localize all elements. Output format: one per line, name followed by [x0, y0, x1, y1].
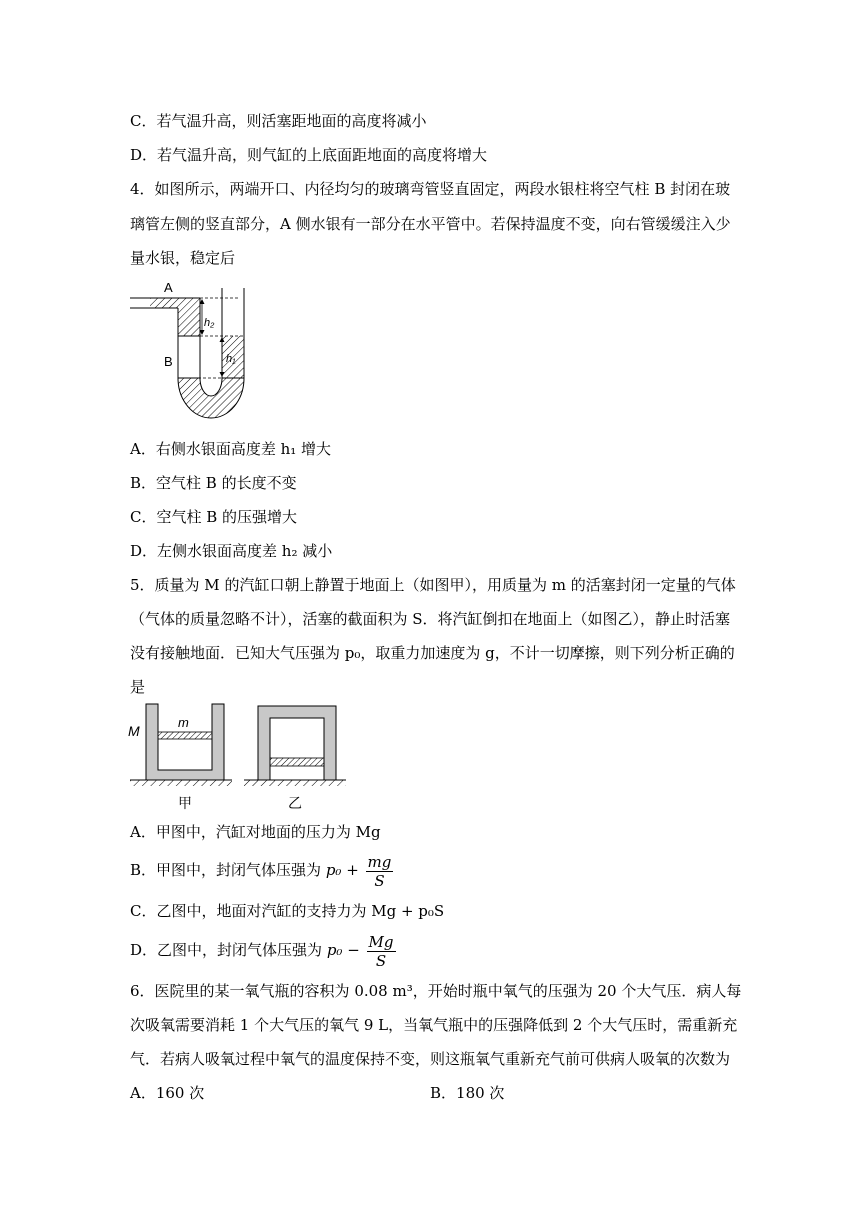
q5-option-d-fraction: [367, 933, 396, 970]
q4-u-tube-figure: [128, 278, 268, 430]
q6-stem-line3: 气．若病人吸氧过程中氧气的温度保持不变，则这瓶氧气重新充气前可供病人吸氧的次数为: [130, 1050, 731, 1068]
q4-stem-line3: 量水银，稳定后: [130, 249, 236, 267]
q4-label-b: B: [164, 354, 173, 369]
q5-option-d-prefix: D．乙图中，封闭气体压强为: [130, 941, 323, 959]
q5-stem-line2: （气体的质量忽略不计），活塞的截面积为 S．将汽缸倒扣在地面上（如图乙），静止时活塞: [130, 610, 731, 628]
q6-stem-line1: 6．医院里的某一氧气瓶的容积为 0.08 m³，开始时瓶中氧气的压强为 20 个大气压．病人每: [130, 982, 742, 1000]
q5-option-b-denominator: S: [374, 871, 385, 890]
q5-option-d-denominator: S: [375, 951, 387, 970]
q3-option-d: D．若气温升高，则气缸的上底面距地面的高度将增大: [130, 146, 488, 164]
q5-option-b-fraction: [366, 853, 394, 890]
q5-option-d-numerator: Mg: [368, 932, 394, 951]
q5-stem-line4: 是: [130, 678, 146, 696]
q5-label-m-upper: M: [128, 723, 140, 739]
q5-option-d-lead: p₀ −: [326, 941, 360, 959]
q5-cylinder-figure: [126, 700, 348, 812]
q5-label-m-lower: m: [178, 715, 189, 730]
q5-option-b: [130, 850, 393, 890]
q6-option-a: A．160 次: [130, 1084, 205, 1102]
q5-caption-yi: 乙: [288, 795, 302, 811]
q3-option-c: C．若气温升高，则活塞距地面的高度将减小: [130, 112, 427, 130]
q5-stem-line1: 5．质量为 M 的汽缸口朝上静置于地面上（如图甲），用质量为 m 的活塞封闭一定量的气体: [130, 576, 736, 594]
q5-option-b-numerator: mg: [367, 852, 392, 871]
q4-option-a: A．右侧水银面高度差 h₁ 增大: [130, 440, 332, 458]
q4-label-h1: h₁: [226, 353, 236, 365]
q4-stem-line2: 璃管左侧的竖直部分，A 侧水银有一部分在水平管中。若保持温度不变，向右管缓缓注入少: [130, 215, 731, 233]
q5-option-a: A．甲图中，汽缸对地面的压力为 Mg: [130, 823, 381, 841]
q5-stem-line3: 没有接触地面．已知大气压强为 p₀，取重力加速度为 g，不计一切摩擦，则下列分析正确的: [130, 644, 735, 662]
q6-option-b: B．180 次: [430, 1084, 505, 1102]
q4-option-b: B．空气柱 B 的长度不变: [130, 474, 297, 492]
q4-option-c: C．空气柱 B 的压强增大: [130, 508, 298, 526]
q5-option-b-prefix: B．甲图中，封闭气体压强为: [130, 861, 322, 879]
q6-stem-line2: 次吸氧需要消耗 1 个大气压的氧气 9 L，当氧气瓶中的压强降低到 2 个大气压时，需重新充: [130, 1016, 738, 1034]
q4-option-d: D．左侧水银面高度差 h₂ 减小: [130, 542, 333, 560]
q5-option-b-lead: p₀ +: [325, 861, 359, 879]
q5-option-c: C．乙图中，地面对汽缸的支持力为 Mg + p₀S: [130, 902, 445, 920]
q5-caption-jia: 甲: [178, 795, 192, 811]
q4-stem-line1: 4．如图所示，两端开口、内径均匀的玻璃弯管竖直固定，两段水银柱将空气柱 B 封闭在玻: [130, 180, 731, 198]
q5-option-d: [130, 930, 396, 970]
q4-label-a: A: [164, 280, 173, 295]
q4-label-h2: h₂: [204, 317, 215, 329]
